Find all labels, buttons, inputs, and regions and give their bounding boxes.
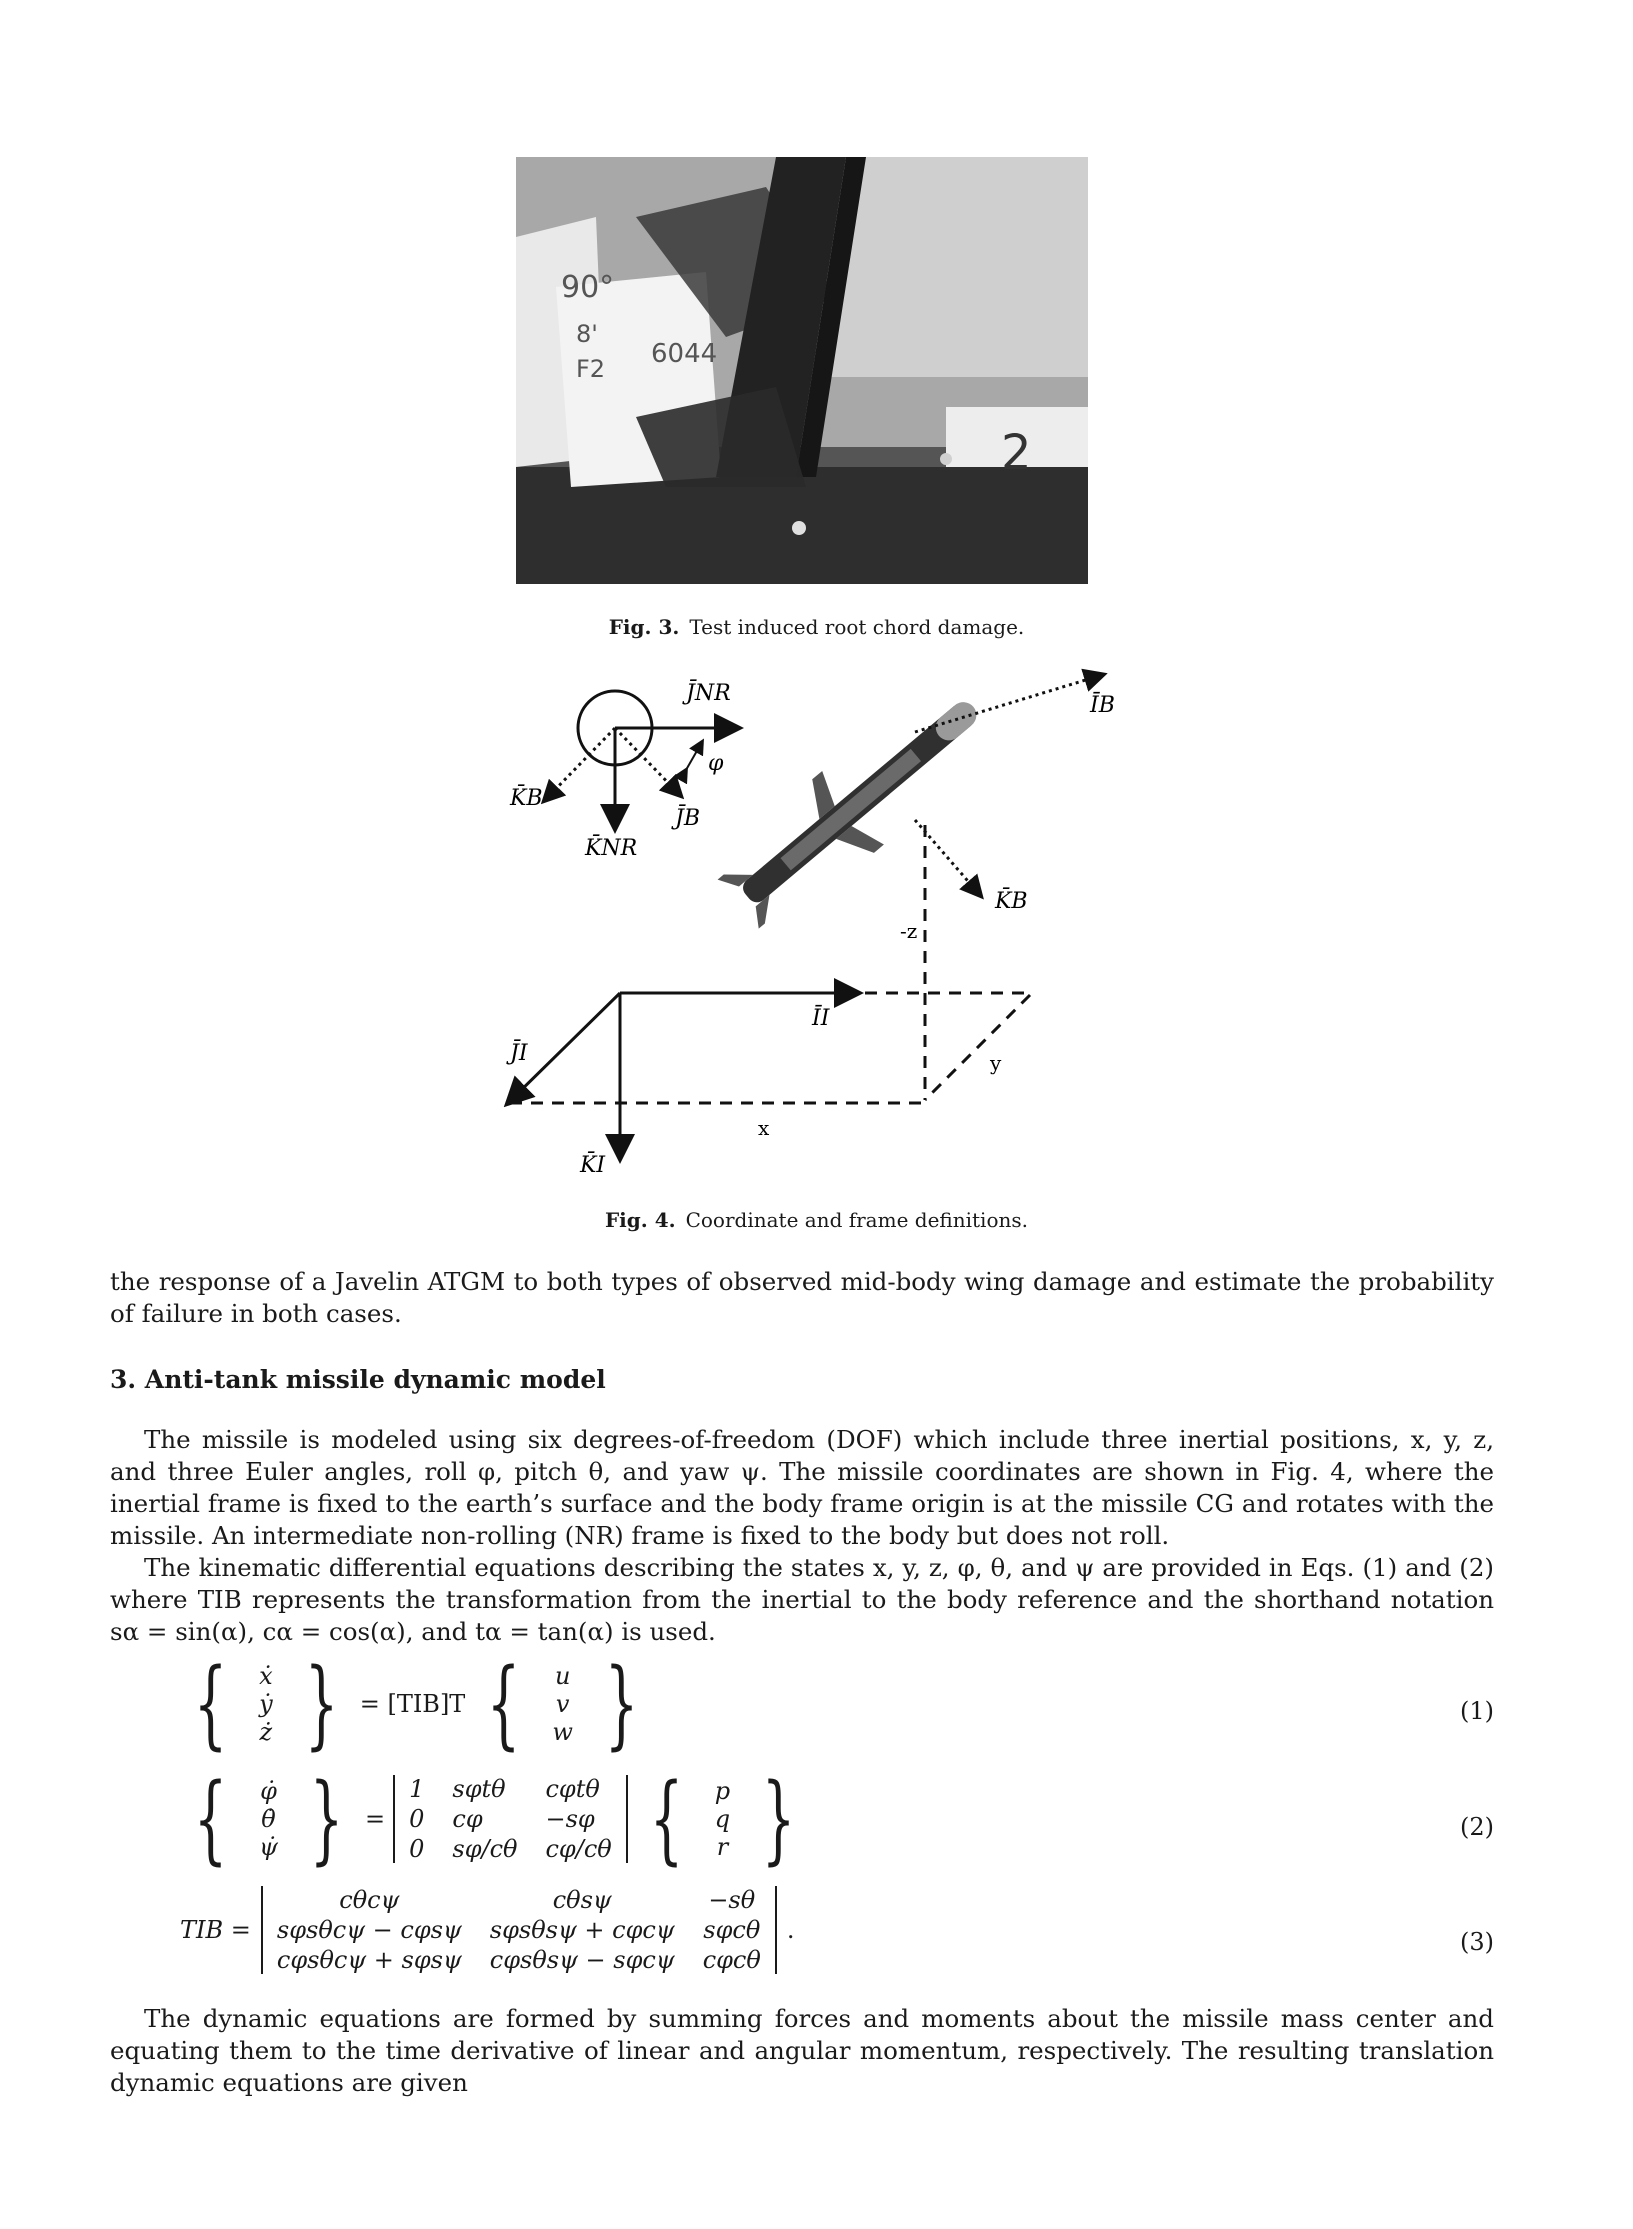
equation-1: { ẋ ẏ ż } = [TIB]T { u v w } bbox=[193, 1648, 639, 1760]
phi-arrow bbox=[686, 742, 702, 770]
damaged-wing-photo bbox=[516, 157, 1088, 584]
equation-3-number: (3) bbox=[1460, 1928, 1494, 1956]
jb-axis bbox=[615, 728, 680, 795]
eq2-matrix: 1 sφtθ cφtθ 0 cφ −sφ 0 sφ/cθ cφ/cθ bbox=[393, 1775, 628, 1863]
figure-3-photo bbox=[516, 157, 1088, 584]
paragraph-0: the response of a Javelin ATGM to both types of observed mid-body wing damage and estimate the probability of failure in both cases. bbox=[110, 1267, 1494, 1328]
eq1-operator: = [TIB]T bbox=[359, 1690, 466, 1718]
eq3-lhs: TIB = bbox=[180, 1916, 251, 1944]
label-y: y bbox=[990, 1051, 1002, 1075]
eq1-lhs: ẋ ẏ ż bbox=[259, 1662, 273, 1746]
label-phi: φ bbox=[708, 751, 724, 776]
eq1-rhs: u v w bbox=[552, 1662, 573, 1746]
figure-3-caption bbox=[0, 615, 1633, 639]
label-jb: J̄B bbox=[675, 806, 700, 831]
photo-note-2: 8' bbox=[576, 320, 598, 348]
figure-3-caption-text: Test induced root chord damage. bbox=[689, 615, 1025, 639]
label-jnr: J̄NR bbox=[686, 681, 731, 706]
label-kb-top: K̄B bbox=[510, 786, 543, 811]
paragraph-3: The dynamic equations are formed by summing forces and moments about the missile mass center and equating them to the time derivative of linear and angular momentum, respectively. The resulting translation dynamic equations are given bbox=[110, 2004, 1494, 2097]
label-ib: ĪB bbox=[1090, 693, 1115, 718]
label-kb-right: K̄B bbox=[995, 889, 1028, 914]
label-neg-z: -z bbox=[900, 919, 918, 943]
label-ki: K̄I bbox=[580, 1153, 606, 1178]
photo-note-1: 90° bbox=[561, 270, 615, 305]
dash-y bbox=[925, 995, 1030, 1100]
missile-icon bbox=[707, 670, 1004, 941]
figure-4-caption bbox=[0, 1208, 1633, 1232]
equation-3: TIB = cθcψ cθsψ −sθ sφsθcψ − cφsψ sφsθsψ + cφcψ sφcθ cφsθcψ + sφsψ cφsθsψ − sφcψ cφcθ . bbox=[180, 1886, 795, 1974]
paragraph-1: The missile is modeled using six degrees-of-freedom (DOF) which include three inertial positions, x, y, z, and three Euler angles, roll φ, pitch θ, and yaw ψ. The missile coordinates are shown in Fig. 4, where the inertial frame is fixed to the earth’s surface and the body frame origin is at the missile CG and rotates with the missile. An intermediate non-rolling (NR) frame is fixed to the body but does not roll. bbox=[110, 1425, 1494, 1550]
figure-4-caption-text: Coordinate and frame definitions. bbox=[685, 1208, 1028, 1232]
label-ii: ĪI bbox=[812, 1006, 830, 1031]
ib-axis bbox=[915, 675, 1102, 732]
eq3-matrix: cθcψ cθsψ −sθ sφsθcψ − cφsψ sφsθsψ + cφcψ sφcθ cφsθcψ + sφsψ cφsθsψ − sφcψ cφcθ bbox=[261, 1886, 777, 1974]
paragraph-2: The kinematic differential equations describing the states x, y, z, φ, θ, and ψ are provided in Eqs. (1) and (2) where TIB represents the transformation from the inertial to the body reference and the shorthand notation sα = sin(α), cα = cos(α), and tα = tan(α) is used. bbox=[110, 1553, 1494, 1646]
label-ji: J̄I bbox=[510, 1041, 528, 1066]
equation-1-number: (1) bbox=[1460, 1697, 1494, 1725]
eq2-lhs: φ̇ θ̇ ψ̇ bbox=[259, 1777, 278, 1861]
photo-note-5: 2 bbox=[1001, 425, 1032, 481]
equation-2-number: (2) bbox=[1460, 1813, 1494, 1841]
section-heading: 3. Anti-tank missile dynamic model bbox=[110, 1365, 606, 1394]
figure-4-label: Fig. 4. bbox=[604, 1208, 676, 1232]
label-knr: K̄NR bbox=[585, 836, 638, 861]
figure-4-diagram bbox=[490, 660, 1130, 1180]
figure-3-label: Fig. 3. bbox=[608, 615, 680, 639]
photo-note-3: F2 bbox=[576, 355, 606, 383]
label-x: x bbox=[758, 1116, 770, 1140]
photo-note-4: 6044 bbox=[651, 339, 718, 369]
equation-2: { φ̇ θ̇ ψ̇ } = 1 sφtθ cφtθ 0 cφ −sφ 0 sφ/cθ cφ/cθ { p q r } bbox=[193, 1763, 796, 1875]
eq2-rhs: p q r bbox=[714, 1777, 731, 1861]
